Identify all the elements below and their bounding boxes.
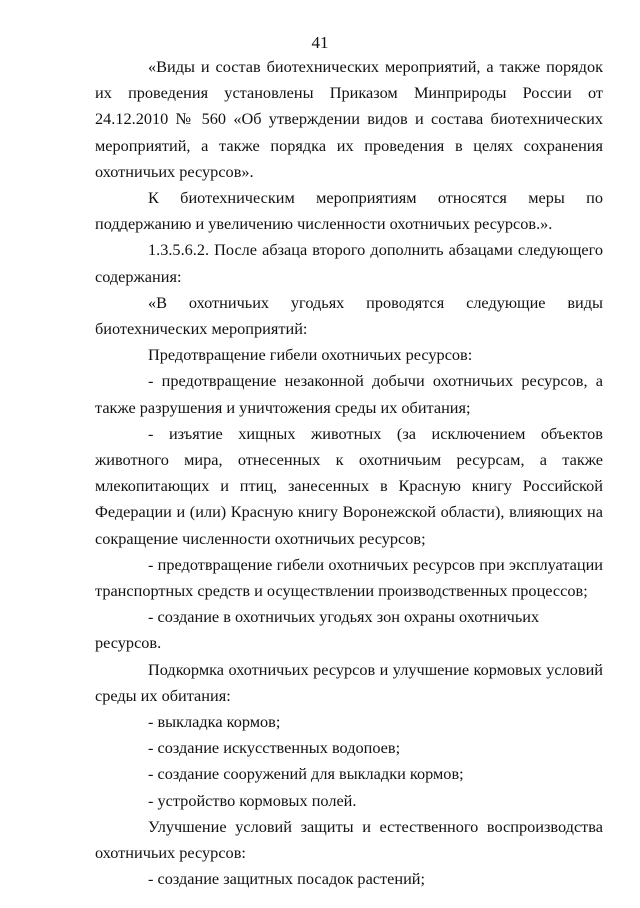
section-heading-protection: Улучшение условий защиты и естественного воспроизводства охотничьих ресурсов: <box>95 816 603 863</box>
list-item-illegal-hunting: - предотвращение незаконной добычи охотничьих ресурсов, а также разрушения и уничтожения среды их обитания; <box>95 371 603 417</box>
paragraph-amendment-clause: 1.3.5.6.2. После абзаца второго дополнить абзацами следующего содержания: <box>95 240 603 286</box>
list-item-watering-places: - создание искусственных водопоев; <box>148 738 401 758</box>
list-item-transport-prevention: - предотвращение гибели охотничьих ресурсов при эксплуатации транспортных средств и осуществлении производственных процессов; <box>95 554 603 601</box>
list-item-feeding-fields: - устройство кормовых полей. <box>148 790 357 810</box>
list-item-feed-placement: - выкладка кормов; <box>148 712 281 732</box>
paragraph-biotech-measures: К биотехническим мероприятиям относятся меры по поддержанию и увеличению численности охотничьих ресурсов.». <box>95 188 603 234</box>
paragraph-measure-types-intro: «В охотничьих угодьях проводятся следующие виды биотехнических мероприятий: <box>95 292 603 339</box>
list-item-feeding-structures: - создание сооружений для выкладки кормов; <box>148 764 464 784</box>
list-item-protection-zones: - создание в охотничьих угодьях зон охраны охотничьих ресурсов. <box>95 607 540 653</box>
page-number: 41 <box>311 33 329 52</box>
paragraph-order-reference: «Виды и состав биотехнических мероприятий, а также порядок их проведения установлены Приказом Минприроды России от 24.12.2010 № 560 «Об утверждении видов и состава биотехнических мероприятий, а также порядка их проведения в целях сохранения охотничьих ресурсов». <box>95 57 603 181</box>
section-heading-prevention: Предотвращение гибели охотничьих ресурсов: <box>148 345 473 365</box>
document-body <box>95 54 603 893</box>
section-heading-feeding: Подкормка охотничьих ресурсов и улучшение кормовых условий среды их обитания: <box>95 659 603 705</box>
list-item-predator-removal: - изъятие хищных животных (за исключением объектов животного мира, отнесенных к охотничьим ресурсам, а также млекопитающих и птиц, занесенных в Красную книгу Российской Федерации и (или) Красную книгу Воронежской области), влияющих на сокращение численности охотничьих ресурсов; <box>95 423 603 548</box>
list-item-protective-plantings: - создание защитных посадок растений; <box>148 869 426 889</box>
